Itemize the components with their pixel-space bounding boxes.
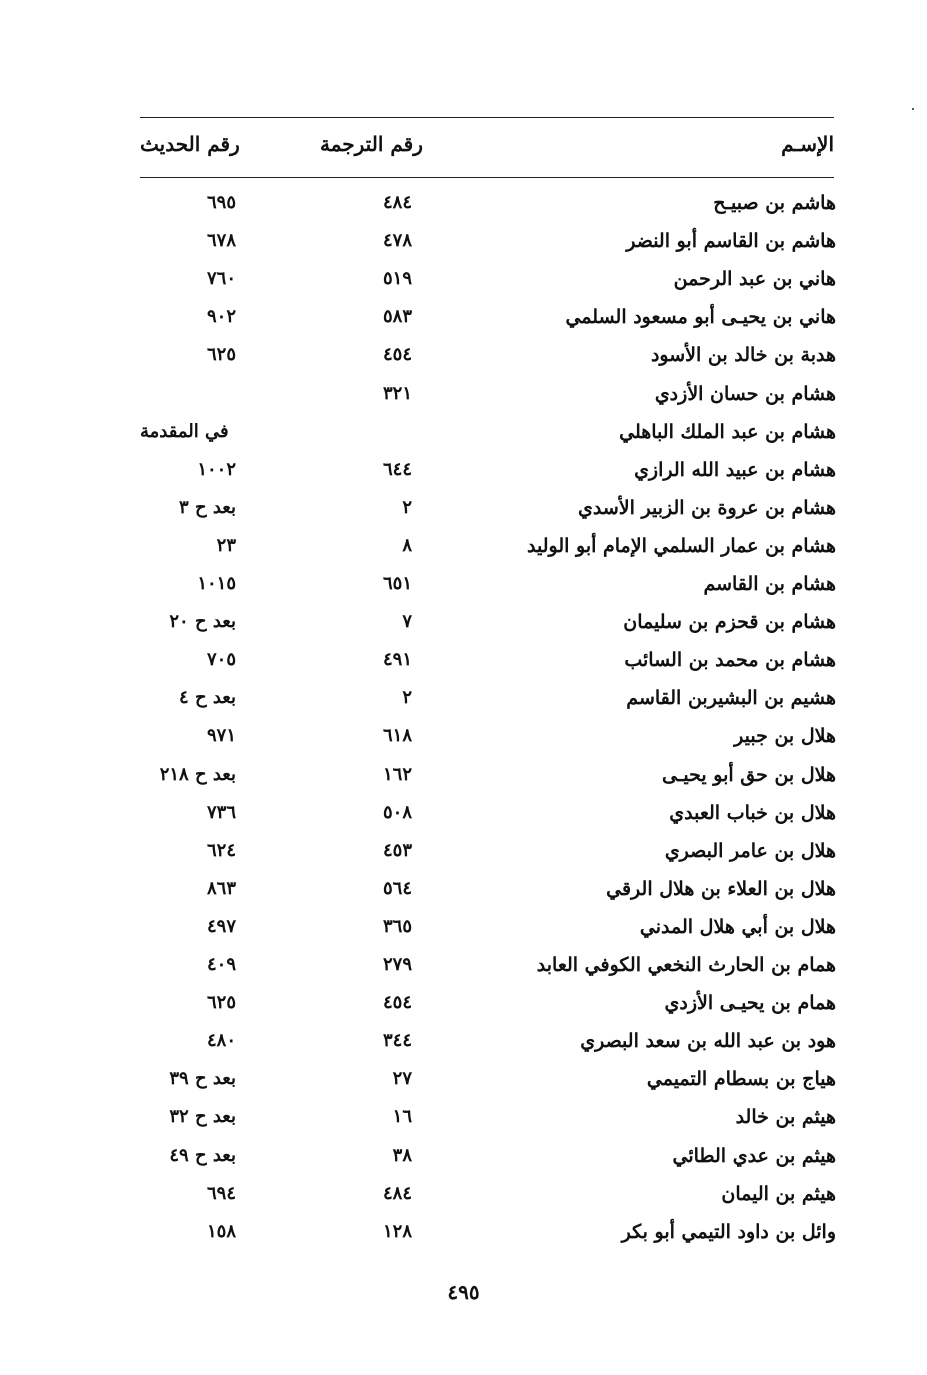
table-row xyxy=(0,459,927,497)
narrator-name: هشام بن حسان الأزدي xyxy=(654,382,836,405)
hadith-number: بعد ح ٣٩ xyxy=(169,1068,236,1090)
table-row xyxy=(0,1183,927,1221)
tarjama-number: ٢ xyxy=(402,687,412,709)
scan-speck xyxy=(912,108,914,110)
hadith-number: ٩٠٢ xyxy=(206,306,236,328)
tarjama-number: ٨ xyxy=(402,534,412,556)
tarjama-number: ٦٥١ xyxy=(382,573,412,594)
tarjama-number: ٤٨٤ xyxy=(382,192,412,213)
hadith-number: ٦٧٨ xyxy=(206,230,236,252)
narrator-name: هاني بن عبد الرحمن xyxy=(673,268,836,291)
hadith-number: ٧٠٥ xyxy=(206,649,236,671)
tarjama-number: ٦١٨ xyxy=(382,725,412,747)
hadith-number: ٤٠٩ xyxy=(206,954,236,975)
tarjama-number: ٥٠٨ xyxy=(382,801,412,823)
hadith-number: بعد ح ٤٩ xyxy=(169,1144,236,1166)
hadith-column-header: رقم الحديث xyxy=(140,132,240,156)
hadith-number: بعد ح ٣٢ xyxy=(169,1106,236,1128)
tarjama-number: ٤٥٣ xyxy=(382,839,412,861)
tarjama-number: ٤٧٨ xyxy=(382,230,412,252)
narrator-name: هشام بن عمار السلمي الإمام أبو الوليد xyxy=(527,534,836,557)
table-row xyxy=(0,764,927,802)
table-row xyxy=(0,573,927,611)
table-row xyxy=(0,1068,927,1106)
hadith-number: بعد ح ٢١٨ xyxy=(159,763,236,785)
table-row xyxy=(0,840,927,878)
tarjama-number: ٢٧ xyxy=(392,1068,412,1090)
narrator-name: هاشم بن صبيـح xyxy=(713,192,836,214)
hadith-number: بعد ح ٣ xyxy=(179,496,236,518)
table-row xyxy=(0,383,927,421)
narrator-name: هشام بن عروة بن الزبير الأسدي xyxy=(578,496,836,519)
tarjama-number: ٤٥٤ xyxy=(382,992,412,1014)
hadith-number: ٦٩٤ xyxy=(206,1182,236,1204)
narrator-name: هلال بن أبي هلال المدني xyxy=(639,915,836,938)
narrator-name: هشام بن عبد الملك الباهلي xyxy=(619,420,836,443)
narrator-name: هلال بن عامر البصري xyxy=(664,839,836,862)
narrator-name: هشام بن قحزم بن سليمان xyxy=(623,611,836,634)
tarjama-column-header: رقم الترجمة xyxy=(320,132,423,156)
table-row xyxy=(0,1221,927,1259)
table-row xyxy=(0,230,927,268)
table-row xyxy=(0,1106,927,1144)
narrator-name: هود بن عبد الله بن سعد البصري xyxy=(580,1030,836,1053)
hadith-number: ٦٢٥ xyxy=(206,344,236,366)
table-row xyxy=(0,421,927,459)
page-number: ٤٩٥ xyxy=(447,1280,480,1304)
narrator-name: هشام بن عبيد الله الرازي xyxy=(634,458,836,481)
table-row xyxy=(0,611,927,649)
tarjama-number: ١٦٢ xyxy=(382,763,412,785)
hadith-number: ١٥٨ xyxy=(206,1220,236,1242)
hadith-number: ٦٢٤ xyxy=(206,839,236,861)
hadith-number: ٦٢٥ xyxy=(206,992,236,1014)
narrator-name: هيثم بن اليمان xyxy=(721,1182,836,1205)
table-row xyxy=(0,802,927,840)
table-row xyxy=(0,192,927,230)
narrator-name: هلال بن جبير xyxy=(734,725,836,748)
hadith-number: ١٠٠٢ xyxy=(197,458,236,480)
table-row xyxy=(0,878,927,916)
hadith-number: ٤٩٧ xyxy=(206,915,236,937)
narrator-name: هدبة بن خالد بن الأسود xyxy=(650,344,836,367)
narrator-name: هلال بن خباب العبدي xyxy=(669,801,836,824)
table-row xyxy=(0,497,927,535)
hadith-number: ٧٦٠ xyxy=(206,268,236,290)
table-row xyxy=(0,1145,927,1183)
tarjama-number: ٤٥٤ xyxy=(382,344,412,366)
name-column-header: الإسـم xyxy=(781,132,834,156)
tarjama-number: ٥٦٤ xyxy=(382,877,412,899)
narrator-name: هاشم بن القاسم أبو النضر xyxy=(626,230,836,253)
hadith-number: بعد ح ٢٠ xyxy=(169,611,236,633)
table-row xyxy=(0,725,927,763)
tarjama-number: ٤٨٤ xyxy=(382,1182,412,1204)
hadith-number: ١٠١٥ xyxy=(197,573,236,594)
hadith-number: ٤٨٠ xyxy=(206,1030,236,1052)
tarjama-number: ١٦ xyxy=(392,1106,412,1128)
hadith-number: ٦٩٥ xyxy=(206,192,236,213)
narrator-name: هشام بن القاسم xyxy=(703,573,836,595)
hadith-number: بعد ح ٤ xyxy=(179,687,236,709)
narrator-name: همام بن الحارث النخعي الكوفي العابد xyxy=(536,954,836,976)
table-row xyxy=(0,1030,927,1068)
tarjama-number: ٣٦٥ xyxy=(382,915,412,937)
narrator-name: هاني بن يحيـى أبو مسعود السلمي xyxy=(565,306,836,329)
narrator-name: وائل بن داود التيمي أبو بكر xyxy=(621,1220,836,1243)
tarjama-number: ٢ xyxy=(402,496,412,518)
table-row xyxy=(0,306,927,344)
tarjama-number: ٤٩١ xyxy=(382,649,412,671)
narrator-name: هشام بن محمد بن السائب xyxy=(624,649,836,672)
narrator-name: همام بن يحيـى الأزدي xyxy=(664,992,836,1015)
tarjama-number: ٢٧٩ xyxy=(382,954,412,975)
tarjama-number: ٥١٩ xyxy=(382,268,412,290)
table-row xyxy=(0,344,927,382)
tarjama-number: ٥٨٣ xyxy=(382,306,412,328)
table-row xyxy=(0,916,927,954)
hadith-number: ٧٣٦ xyxy=(206,801,236,823)
hadith-number: ٢٣ xyxy=(216,534,236,556)
table-row xyxy=(0,649,927,687)
narrator-name: هيثم بن خالد xyxy=(735,1106,836,1129)
hadith-number: ٨٦٣ xyxy=(206,877,236,899)
tarjama-number: ١٢٨ xyxy=(382,1220,412,1242)
table-row xyxy=(0,954,927,992)
hadith-number: في المقدمة xyxy=(140,420,229,442)
table-row xyxy=(0,535,927,573)
hadith-number: ٩٧١ xyxy=(206,725,236,747)
table-row xyxy=(0,268,927,306)
narrator-name: هيثم بن عدي الطائي xyxy=(672,1144,836,1167)
narrator-name: هشيم بن البشيربن القاسم xyxy=(626,687,836,710)
table-row xyxy=(0,992,927,1030)
narrator-name: هلال بن العلاء بن هلال الرقي xyxy=(606,877,836,900)
tarjama-number: ٦٤٤ xyxy=(382,458,412,480)
tarjama-number: ٧ xyxy=(402,611,412,633)
table-row xyxy=(0,687,927,725)
narrator-name: هياج بن بسطام التميمي xyxy=(646,1068,836,1091)
tarjama-number: ٣٤٤ xyxy=(382,1030,412,1052)
tarjama-number: ٣٢١ xyxy=(382,382,412,404)
narrator-name: هلال بن حق أبو يحيـى xyxy=(661,763,836,786)
tarjama-number: ٣٨ xyxy=(392,1144,412,1166)
